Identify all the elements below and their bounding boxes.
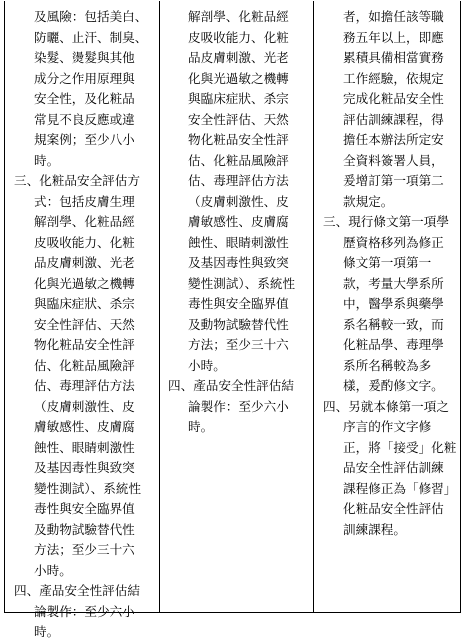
text-line: 歷資格移列為修正 <box>343 234 444 250</box>
text-line: 與臨床症狀、杀宗 <box>34 296 135 311</box>
text-line: 論製作：至少六小 <box>34 603 135 619</box>
text-line: 常見不良反應或違 <box>34 111 135 127</box>
text-line: 皮吸收能力、化粧 <box>34 234 135 250</box>
text-line: 估、化粧品風險評 <box>188 152 289 168</box>
text-line: 方法；至少三十六 <box>34 542 135 557</box>
text-line: （皮膚刺激性、皮 <box>34 398 135 414</box>
text-line: 及風險：包括美白、 <box>34 9 148 24</box>
column-right <box>323 7 459 540</box>
text-line: 擔任本辦法所定安 <box>343 132 444 147</box>
text-line: 解剖學、化粧品經 <box>34 214 135 229</box>
column-left <box>14 7 164 643</box>
text-line: 安全性評估、天然 <box>188 111 289 127</box>
text-line: 及基因毒性與致突 <box>34 460 135 475</box>
text-line: 累積具備相當實務 <box>343 50 444 65</box>
text-line: 四、產品安全性評估結 <box>14 583 140 598</box>
text-line: 樣，爰酌修文字。 <box>343 378 444 393</box>
text-line: 及動物試驗替代性 <box>188 316 289 332</box>
text-line: 款，考量大學系所 <box>343 275 444 291</box>
text-line: 款規定。 <box>343 193 394 209</box>
text-line: 品皮膚刺激、光老 <box>34 255 135 270</box>
text-line: 變性測試）、系統性 <box>34 480 142 496</box>
text-line: 化粧品安全性評估 <box>343 501 444 516</box>
text-line: 品安全性評估訓練 <box>343 460 444 475</box>
text-line: 論製作：至少六小 <box>188 398 289 414</box>
text-line: 正，將「接受」化粧 <box>343 439 457 455</box>
text-line: 化粧品學、毒理學 <box>343 337 444 352</box>
text-line: 防曬、止汗、制臭、 <box>34 29 148 45</box>
text-line: 規案例；至少八小 <box>34 132 135 147</box>
text-line: 化與光過敏之機轉 <box>34 275 135 291</box>
text-line: 及動物試驗替代性 <box>34 521 135 537</box>
text-line: 物化粧品安全性評 <box>34 337 135 352</box>
text-line: 時。 <box>188 419 214 434</box>
text-line: （皮膚刺激性、皮 <box>188 193 289 209</box>
text-line: 務五年以上，即應 <box>343 29 444 45</box>
text-line: 膚敏感性、皮膚腐 <box>188 214 289 229</box>
text-line: 訓練課程。 <box>343 521 406 537</box>
text-line: 系名稱較一致，而 <box>343 316 444 332</box>
text-line: 四、產品安全性評估結 <box>168 378 294 393</box>
text-line: 毒性與安全臨界值 <box>34 501 135 516</box>
text-line: 膚敏感性、皮膚腐 <box>34 419 135 434</box>
text-line: 染髮、燙髮與其他 <box>34 50 135 65</box>
text-line: 爰增訂第一項第二 <box>343 173 444 188</box>
text-line: 小時。 <box>34 562 72 578</box>
text-line: 四、另就本條第一項之 <box>323 398 449 414</box>
text-line: 式：包括皮膚生理 <box>34 193 135 209</box>
text-line: 與臨床症狀、杀宗 <box>188 91 289 106</box>
text-line: 者，如擔任該等職 <box>343 9 444 24</box>
column-middle <box>168 7 313 438</box>
text-line: 蝕性、眼睛刺激性 <box>188 234 289 250</box>
text-line: 三、現行條文第一項學 <box>323 214 449 229</box>
text-line: 序言的作文字修 <box>343 419 432 434</box>
text-line: 變性測試）、系統性 <box>188 275 296 291</box>
text-line: 時。 <box>34 152 60 168</box>
text-line: 及基因毒性與致突 <box>188 255 289 270</box>
text-line: 完成化粧品安全性 <box>343 91 444 106</box>
text-line: 安全性評估、天然 <box>34 316 135 332</box>
text-line: 皮吸收能力、化粧 <box>188 29 289 45</box>
text-line: 解剖學、化粧品經 <box>188 9 289 24</box>
column-divider <box>313 1 314 612</box>
text-line: 估、毒理評估方法 <box>34 378 135 393</box>
table-frame <box>4 1 461 639</box>
text-line: 三、化粧品安全評估方 <box>14 173 140 188</box>
text-line: 方法；至少三十六 <box>188 337 289 352</box>
text-line: 課程修正為「修習」 <box>343 480 457 496</box>
text-line: 小時。 <box>188 357 226 373</box>
text-line: 中，醫學系與藥學 <box>343 296 444 311</box>
text-line: 估、化粧品風險評 <box>34 357 135 373</box>
text-line: 蝕性、眼睛刺激性 <box>34 439 135 455</box>
text-line: 評估訓練課程，得 <box>343 111 444 127</box>
text-line: 條文第一項第一 <box>343 255 432 270</box>
text-line: 化與光過敏之機轉 <box>188 70 289 86</box>
text-line: 成分之作用原理與 <box>34 70 135 86</box>
text-line: 時。 <box>34 624 60 639</box>
text-line: 工作經驗，依規定 <box>343 70 444 86</box>
text-line: 系所名稱較為多 <box>343 357 432 373</box>
text-line: 毒性與安全臨界值 <box>188 296 289 311</box>
text-line: 品皮膚刺激、光老 <box>188 50 289 65</box>
text-line: 全資料簽署人員， <box>343 152 444 168</box>
text-line: 物化粧品安全性評 <box>188 132 289 147</box>
text-line: 安全性，及化粧品 <box>34 91 135 106</box>
text-line: 估、毒理評估方法 <box>188 173 289 188</box>
